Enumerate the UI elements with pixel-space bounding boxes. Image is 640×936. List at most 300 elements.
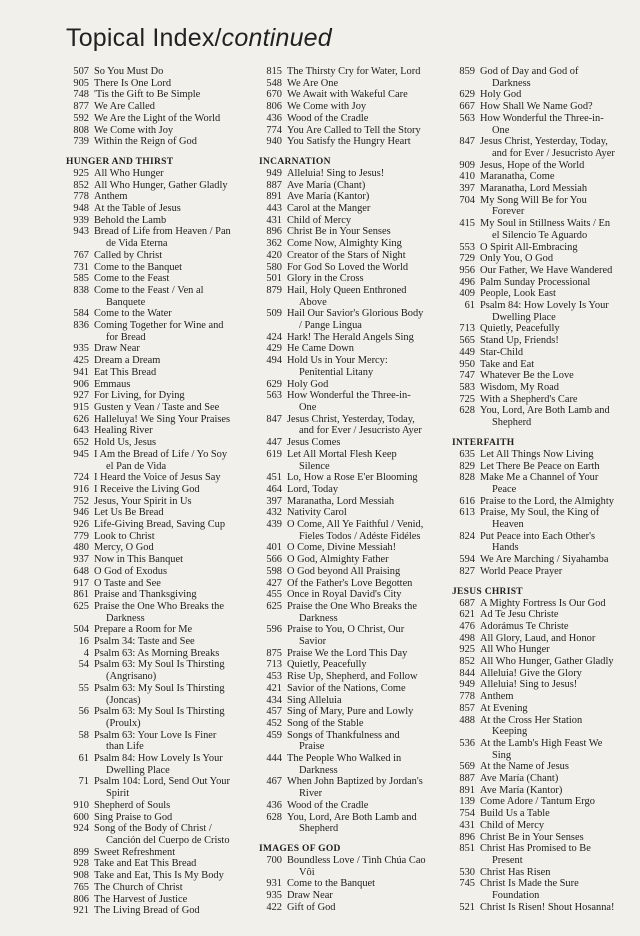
hymn-number: 949	[266, 167, 282, 179]
title-continuation: Keeping	[492, 726, 528, 738]
hymn-number: 943	[73, 226, 89, 238]
index-entry	[452, 496, 632, 508]
title-line: Psalm 63: My Soul Is Thirsting	[94, 659, 225, 671]
index-entry	[259, 285, 445, 308]
index-entry	[66, 113, 250, 125]
hymn-title	[287, 659, 445, 671]
hymn-title	[480, 644, 632, 656]
title-line: Psalm 63: Your Love Is Finer	[94, 729, 217, 741]
title-line: How Shall We Name God?	[480, 101, 593, 113]
title-continuation: Dwelling Place	[106, 764, 170, 776]
index-entry	[452, 820, 632, 832]
index-entry	[452, 832, 632, 844]
hymn-number: 648	[73, 565, 89, 577]
index-entry	[452, 461, 632, 473]
hymn-number: 643	[73, 425, 89, 437]
title-continuation: el Pan de Vida	[106, 460, 167, 472]
title-line: We Come with Joy	[94, 124, 174, 136]
title-line: Sing Praise to God	[94, 811, 173, 823]
title-line: Whatever Be the Love	[480, 370, 574, 382]
index-entry	[66, 285, 250, 308]
title-continuation: Spirit	[106, 788, 130, 800]
hymn-title	[94, 285, 250, 308]
hymn-title	[287, 355, 445, 378]
hymn-number: 496	[459, 276, 475, 288]
index-entry	[66, 437, 250, 449]
hymn-number: 778	[73, 191, 89, 203]
hymn-number: 621	[459, 609, 475, 621]
title-line: Praise the One Who Breaks the	[94, 600, 224, 612]
hymn-title	[480, 507, 632, 530]
hymn-title	[480, 679, 632, 691]
hymn-number: 436	[266, 799, 282, 811]
title-line: Gift of God	[287, 901, 336, 913]
hymn-title	[287, 414, 445, 437]
title-line: Jesus Christ, Yesterday, Today,	[480, 136, 608, 148]
hymn-number: 847	[266, 413, 282, 425]
hymn-number: 905	[73, 77, 89, 89]
index-entry	[452, 394, 632, 406]
hymn-number: 774	[266, 124, 282, 136]
index-entry	[452, 598, 632, 610]
title-line: Sing Alleluia	[287, 694, 342, 706]
title-main: Topical Index/	[66, 24, 222, 52]
title-line: Ave María (Chant)	[480, 773, 559, 785]
title-line: O God of Exodus	[94, 565, 168, 577]
index-entry	[259, 878, 445, 890]
hymn-number: 940	[266, 136, 282, 148]
index-entry	[452, 715, 632, 738]
index-entry	[66, 882, 250, 894]
hymn-number: 829	[459, 460, 475, 472]
hymn-number: 747	[459, 370, 475, 382]
hymn-number: 569	[459, 761, 475, 773]
hymn-title	[480, 101, 632, 113]
hymn-title	[287, 578, 445, 590]
index-entry	[259, 902, 445, 914]
title-line: Psalm 63: As Morning Breaks	[94, 647, 220, 659]
title-line: The Living Bread of God	[94, 905, 200, 917]
title-line: Song of the Body of Christ /	[94, 823, 212, 835]
title-line: We Await with Wakeful Care	[287, 89, 408, 101]
index-entry	[66, 215, 250, 227]
hymn-title	[287, 812, 445, 835]
title-line: Wood of the Cradle	[287, 799, 369, 811]
index-entry	[452, 359, 632, 371]
index-entry	[66, 601, 250, 624]
hymn-title	[94, 882, 250, 894]
title-line: You Satisfy the Hungry Heart	[287, 136, 411, 148]
hymn-number: 397	[266, 495, 282, 507]
hymn-title	[480, 89, 632, 101]
title-line: The People Who Walked in	[287, 753, 402, 765]
index-entry	[66, 101, 250, 113]
hymn-number: 583	[459, 381, 475, 393]
title-line: My Song Will Be for You	[480, 194, 587, 206]
title-line: I Heard the Voice of Jesus Say	[94, 472, 221, 484]
hymn-title	[94, 858, 250, 870]
hymn-number: 598	[266, 565, 282, 577]
hymn-title	[94, 894, 250, 906]
index-entry	[452, 808, 632, 820]
index-entry	[66, 425, 250, 437]
title-line: Ave María (Kantor)	[480, 784, 563, 796]
index-entry	[66, 894, 250, 906]
hymn-number: 806	[266, 101, 282, 113]
index-entry	[66, 648, 250, 660]
index-entry	[259, 695, 445, 707]
hymn-title	[94, 320, 250, 343]
index-entry	[452, 113, 632, 136]
index-entry	[66, 180, 250, 192]
index-entry	[259, 78, 445, 90]
hymn-number: 824	[459, 530, 475, 542]
hymn-number: 844	[459, 667, 475, 679]
title-line: Wisdom, My Road	[480, 381, 559, 393]
hymn-title	[480, 621, 632, 633]
hymn-number: 887	[459, 773, 475, 785]
hymn-number: 425	[73, 355, 89, 367]
title-continuation: Forever	[492, 206, 525, 218]
hymn-title	[480, 300, 632, 323]
title-continuation: Darkness	[299, 764, 338, 776]
index-column-3	[452, 66, 632, 914]
title-line: Psalm 104: Lord, Send Out Your	[94, 776, 230, 788]
title-line: 'Tis the Gift to Be Simple	[94, 89, 201, 101]
index-entry	[66, 858, 250, 870]
index-entry	[66, 484, 250, 496]
title-line: O God, Almighty Father	[287, 554, 389, 566]
title-line: There Is One Lord	[94, 77, 172, 89]
hymn-number: 635	[459, 448, 475, 460]
index-entry	[452, 691, 632, 703]
hymn-number: 713	[459, 323, 475, 335]
hymn-title	[94, 425, 250, 437]
hymn-number: 852	[459, 656, 475, 668]
index-entry	[66, 449, 250, 472]
hymn-number: 713	[266, 659, 282, 671]
title-line: All Who Hunger, Gather Gladly	[94, 179, 228, 191]
hymn-number: 501	[266, 273, 282, 285]
index-entry	[452, 101, 632, 113]
title-line: For Living, for Dying	[94, 390, 185, 402]
hymn-title	[94, 847, 250, 859]
hymn-number: 444	[266, 753, 282, 765]
title-line: Psalm 63: My Soul Is Thirsting	[94, 682, 225, 694]
hymn-number: 422	[266, 901, 282, 913]
title-line: I Am the Bread of Life / Yo Soy	[94, 448, 228, 460]
title-continuation: and for Ever / Jesucristo Ayer	[299, 425, 422, 437]
hymn-title	[287, 191, 445, 203]
index-entry	[66, 753, 250, 776]
hymn-title	[94, 191, 250, 203]
hymn-number: 521	[459, 901, 475, 913]
hymn-title	[287, 390, 445, 413]
hymn-number: 585	[73, 273, 89, 285]
index-entry	[259, 496, 445, 508]
hymn-title	[480, 253, 632, 265]
title-line: You Are Called to Tell the Story	[287, 124, 421, 136]
hymn-number: 948	[73, 203, 89, 215]
page-title	[66, 24, 332, 53]
hymn-title	[287, 472, 445, 484]
hymn-title	[287, 379, 445, 391]
hymn-number: 455	[266, 589, 282, 601]
title-continuation: Present	[492, 855, 523, 866]
hymn-number: 667	[459, 101, 475, 113]
title-line: The Harvest of Justice	[94, 893, 188, 905]
hymn-title	[480, 277, 632, 289]
title-line: Savior of the Nations, Come	[287, 682, 406, 694]
hymn-number: 916	[73, 483, 89, 495]
title-line: At the Table of Jesus	[94, 203, 181, 215]
hymn-number: 739	[73, 136, 89, 148]
title-line: Take and Eat	[480, 358, 535, 370]
title-line: Within the Reign of God	[94, 136, 197, 148]
title-line: Christ Is Made the Sure	[480, 878, 579, 890]
hymn-title	[287, 168, 445, 180]
title-line: O Spirit All-Embracing	[480, 241, 578, 253]
title-line: Let Us Be Bread	[94, 507, 164, 519]
index-entry	[259, 578, 445, 590]
hymn-number: 628	[266, 811, 282, 823]
hymn-title	[94, 136, 250, 148]
title-line: Child of Mercy	[480, 819, 545, 831]
index-entry	[66, 226, 250, 249]
hymn-title	[287, 273, 445, 285]
title-line: All Who Hunger, Gather Gladly	[480, 656, 614, 668]
index-entry	[259, 624, 445, 647]
hymn-title	[287, 800, 445, 812]
hymn-title	[480, 738, 632, 761]
hymn-number: 956	[459, 264, 475, 276]
hymn-number: 58	[78, 729, 89, 741]
hymn-title	[94, 496, 250, 508]
hymn-title	[287, 262, 445, 274]
hymn-number: 879	[266, 284, 282, 296]
hymn-number: 488	[459, 714, 475, 726]
hymn-title	[94, 519, 250, 531]
hymn-number: 896	[459, 831, 475, 843]
title-line: Halleluya! We Sing Your Praises	[94, 413, 231, 425]
hymn-number: 724	[73, 472, 89, 484]
hymn-title	[480, 796, 632, 808]
hymn-title	[287, 285, 445, 308]
index-entry	[452, 796, 632, 808]
hymn-number: 480	[73, 542, 89, 554]
title-line: Alleluia! Give the Glory	[480, 667, 582, 679]
index-entry	[259, 855, 445, 878]
hymn-title	[287, 855, 445, 878]
index-entry	[259, 66, 445, 78]
title-line: At the Cross Her Station	[480, 714, 583, 726]
index-entry	[66, 823, 250, 846]
title-line: Alleluia! Sing to Jesus!	[287, 167, 385, 179]
hymn-title	[480, 609, 632, 621]
index-entry	[259, 273, 445, 285]
index-entry	[452, 633, 632, 645]
index-entry	[66, 542, 250, 554]
hymn-title	[94, 379, 250, 391]
hymn-number: 584	[73, 308, 89, 320]
hymn-title	[480, 773, 632, 785]
title-line: Anthem	[94, 191, 128, 203]
hymn-number: 815	[266, 66, 282, 77]
title-line: Lo, How a Rose E'er Blooming	[287, 472, 418, 484]
hymn-number: 55	[78, 682, 89, 694]
index-entry	[259, 890, 445, 902]
index-entry	[259, 414, 445, 437]
hymn-title	[94, 390, 250, 402]
title-line: Behold the Lamb	[94, 214, 167, 226]
hymn-title	[287, 101, 445, 113]
title-line: Alleluia! Sing to Jesus!	[480, 679, 578, 691]
hymn-number: 935	[73, 343, 89, 355]
title-line: At the Lamb's High Feast We	[480, 737, 603, 749]
index-entry	[452, 472, 632, 495]
hymn-number: 915	[73, 401, 89, 413]
title-line: Praise the One Who Breaks the	[287, 600, 417, 612]
hymn-number: 401	[266, 542, 282, 554]
title-continuation: and for Ever / Jesucristo Ayer	[492, 147, 615, 159]
index-entry	[259, 542, 445, 554]
title-line: Creator of the Stars of Night	[287, 249, 406, 261]
title-continuation: Fieles Todos / Adéste Fidéles	[299, 530, 421, 542]
title-continuation: Shepherd	[299, 823, 339, 835]
title-line: Praise and Thanksgiving	[94, 589, 197, 601]
hymn-title	[287, 706, 445, 718]
hymn-number: 925	[459, 644, 475, 656]
hymn-title	[94, 355, 250, 367]
hymn-number: 917	[73, 577, 89, 589]
hymn-number: 563	[459, 112, 475, 124]
index-entry	[66, 250, 250, 262]
title-continuation: Canción del Cuerpo de Cristo	[106, 835, 230, 846]
hymn-title	[94, 215, 250, 227]
index-entry	[66, 870, 250, 882]
index-entry	[66, 262, 250, 274]
index-entry	[259, 101, 445, 113]
hymn-number: 628	[459, 405, 475, 417]
hymn-title	[480, 405, 632, 428]
title-line: With a Shepherd's Care	[480, 393, 578, 405]
index-entry	[66, 659, 250, 682]
hymn-title	[94, 683, 250, 706]
index-entry	[259, 390, 445, 413]
title-line: Eat This Bread	[94, 366, 157, 378]
index-entry	[66, 683, 250, 706]
title-line: Shepherd of Souls	[94, 799, 171, 811]
title-line: Now in This Banquet	[94, 554, 183, 566]
title-line: Adorámus Te Christe	[480, 620, 569, 632]
index-entry	[66, 531, 250, 543]
title-continued: continued	[221, 24, 332, 52]
title-continuation: / Pange Lingua	[299, 320, 362, 332]
hymn-title	[480, 703, 632, 715]
hymn-number: 877	[73, 101, 89, 113]
title-line: Praise to the Lord, the Almighty	[480, 495, 614, 507]
hymn-title	[287, 125, 445, 137]
hymn-number: 362	[266, 238, 282, 250]
title-line: Christ Be in Your Senses	[287, 226, 391, 238]
hymn-title	[480, 66, 632, 89]
hymn-title	[480, 867, 632, 879]
index-entry	[452, 621, 632, 633]
hymn-title	[287, 683, 445, 695]
hymn-number: 596	[266, 624, 282, 636]
index-column-2	[259, 66, 445, 914]
index-entry	[452, 902, 632, 914]
hymn-title	[287, 496, 445, 508]
hymn-title	[287, 776, 445, 799]
hymn-title	[480, 843, 632, 866]
hymn-number: 459	[266, 729, 282, 741]
hymn-number: 613	[459, 507, 475, 519]
title-continuation: Peace	[492, 483, 517, 495]
title-continuation: (Proulx)	[106, 717, 141, 729]
hymn-number: 779	[73, 530, 89, 542]
title-continuation: Heaven	[492, 519, 524, 531]
index-entry	[66, 414, 250, 426]
title-line: We Are Called	[94, 101, 155, 113]
index-entry	[452, 136, 632, 159]
hymn-number: 553	[459, 241, 475, 253]
index-entry	[452, 405, 632, 428]
title-line: We Come with Joy	[287, 101, 367, 113]
title-line: Mercy, O God	[94, 542, 154, 554]
hymn-number: 899	[73, 846, 89, 858]
hymn-number: 625	[73, 600, 89, 612]
title-line: Bread of Life from Heaven / Pan	[94, 226, 231, 238]
title-continuation: than Life	[106, 741, 144, 753]
title-line: Psalm 34: Taste and See	[94, 636, 195, 648]
index-entry	[259, 554, 445, 566]
hymn-number: 507	[73, 66, 89, 77]
hymn-title	[94, 776, 250, 799]
hymn-title	[94, 226, 250, 249]
hymn-title	[480, 656, 632, 668]
title-line: The Church of Christ	[94, 881, 183, 893]
hymn-title	[287, 226, 445, 238]
index-entry	[66, 402, 250, 414]
index-entry	[66, 578, 250, 590]
title-line: World Peace Prayer	[480, 565, 563, 577]
hymn-title	[287, 671, 445, 683]
hymn-number: 670	[266, 89, 282, 101]
hymn-title	[287, 519, 445, 542]
hymn-number: 946	[73, 507, 89, 519]
hymn-title	[480, 183, 632, 195]
title-line: All Glory, Laud, and Honor	[480, 632, 596, 644]
hymn-title	[480, 242, 632, 254]
hymn-number: 139	[459, 796, 475, 808]
title-line: When John Baptized by Jordan's	[287, 776, 423, 788]
hymn-number: 592	[73, 112, 89, 124]
index-entry	[452, 183, 632, 195]
hymn-title	[287, 542, 445, 554]
hymn-title	[94, 870, 250, 882]
hymn-number: 451	[266, 472, 282, 484]
index-entry	[66, 136, 250, 148]
title-line: Draw Near	[94, 343, 140, 355]
title-continuation: Darkness	[492, 77, 531, 89]
title-line: Only You, O God	[480, 253, 554, 265]
title-line: Glory in the Cross	[287, 273, 364, 285]
hymn-title	[287, 89, 445, 101]
hymn-title	[94, 636, 250, 648]
hymn-title	[287, 507, 445, 519]
index-entry	[66, 566, 250, 578]
